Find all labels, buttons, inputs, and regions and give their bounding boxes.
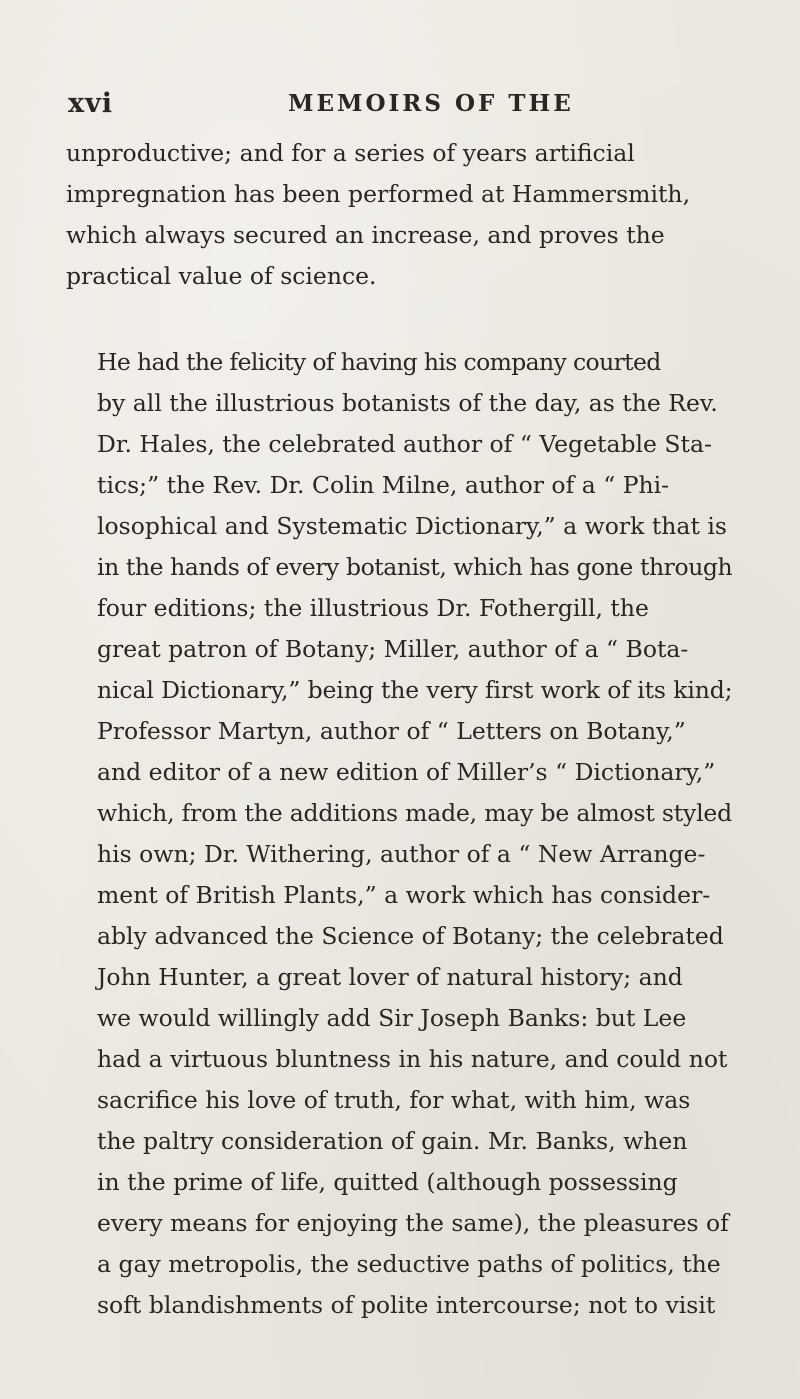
text-line: the paltry consideration of gain. Mr. Banks, when <box>97 1127 688 1155</box>
text-line: Dr. Hales, the celebrated author of “ Vegetable Sta- <box>97 430 712 458</box>
text-line: Professor Martyn, author of “ Letters on Botany,” <box>97 717 686 745</box>
paragraph <box>66 133 732 297</box>
body-text <box>66 133 732 1326</box>
text-line: which always secured an increase, and proves the <box>66 221 665 249</box>
text-line: every means for enjoying the same), the pleasures of <box>97 1209 729 1237</box>
text-line: nical Dictionary,” being the very first work of its kind; <box>97 676 733 704</box>
text-line: practical value of science. <box>66 262 377 290</box>
text-line: John Hunter, a great lover of natural history; and <box>97 963 683 991</box>
text-line: a gay metropolis, the seductive paths of politics, the <box>97 1250 721 1278</box>
text-line: by all the illustrious botanists of the day, as the Rev. <box>97 389 718 417</box>
text-line: unproductive; and for a series of years artificial <box>66 139 635 167</box>
text-line: in the prime of life, quitted (although possessing <box>97 1168 678 1196</box>
running-title: MEMOIRS OF THE <box>288 90 574 117</box>
text-line: we would willingly add Sir Joseph Banks: but Lee <box>97 1004 687 1032</box>
running-head <box>68 88 728 128</box>
text-line: impregnation has been performed at Hammersmith, <box>66 180 691 208</box>
text-line: had a virtuous bluntness in his nature, and could not <box>97 1045 728 1073</box>
text-line: losophical and Systematic Dictionary,” a work that is <box>97 512 727 540</box>
text-line: in the hands of every botanist, which has gone through <box>97 553 733 581</box>
text-line: four editions; the illustrious Dr. Fothergill, the <box>97 594 649 622</box>
text-line: great patron of Botany; Miller, author of a “ Bota- <box>97 635 689 663</box>
page-number: xvi <box>68 88 114 119</box>
text-line: ably advanced the Science of Botany; the celebrated <box>97 922 724 950</box>
text-line: and editor of a new edition of Miller’s “ Dictionary,” <box>97 758 716 786</box>
text-line: ment of British Plants,” a work which has consider- <box>97 881 711 909</box>
text-line: sacrifice his love of truth, for what, with him, was <box>97 1086 691 1114</box>
text-line: tics;” the Rev. Dr. Colin Milne, author of a “ Phi- <box>97 471 670 499</box>
text-line: soft blandishments of polite intercourse; not to visit <box>97 1291 716 1319</box>
text-line: He had the felicity of having his company courted <box>97 348 661 376</box>
paragraph <box>66 342 732 1326</box>
text-line: which, from the additions made, may be almost styled <box>97 799 732 827</box>
text-line: his own; Dr. Withering, author of a “ New Arrange- <box>97 840 706 868</box>
